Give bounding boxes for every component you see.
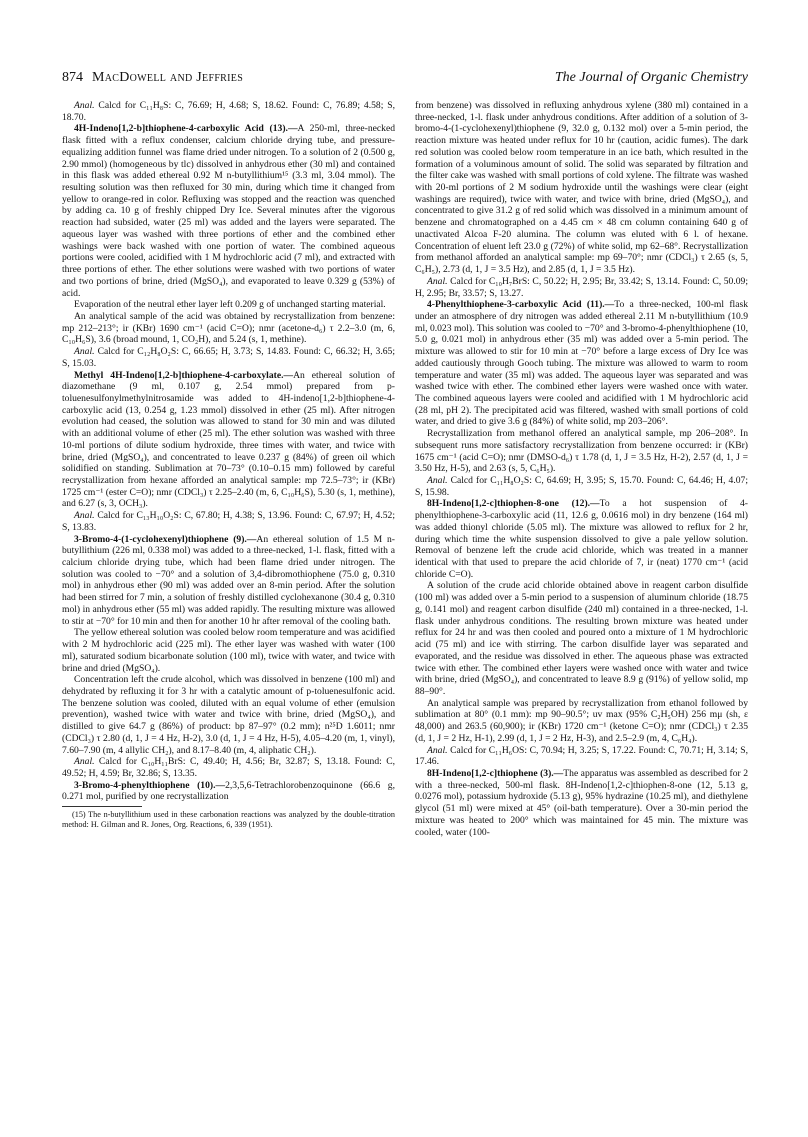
- paragraph-text: Concentration left the crude alcohol, which was dissolved in benzene (100 ml) and dehydrated by refluxing it for 3 hr with a catalytic amount of p-toluenesulfonic acid. The benzene solution was cooled, diluted with an equal volume of ether (emulsion prevention), washed twice with water and twice with brine, dried (MgSO₄), and distilled to give 64.7 g (86%) of product: bp 87–97° (0.2 mm); n²⁵D 1.6011; nmr (CDCl₃) τ 2.80 (d, 1, J = 4 Hz, H-2), 3.0 (d, 1, J = 4 Hz, H-5), 4.05–4.20 (m, 1, vinyl), 7.60–7.90 (m, 4 allylic CH₂), and 8.17–8.40 (m, 4, aliphatic CH₂).: [62, 674, 395, 756]
- paragraph: [415, 745, 748, 768]
- paragraph-text: Evaporation of the neutral ether layer left 0.209 g of unchanged starting material.: [74, 299, 386, 311]
- section-heading: 3-Bromo-4-(1-cyclohexenyl)thiophene (9).—: [74, 533, 257, 545]
- paragraph-text: The apparatus was assembled as described for 2 with a three-necked, 500-ml flask. 8H-Indeno[1,2-c]thiophen-8-one (12, 5.13 g, 0.0276 mol), potassium hydroxide (5.13 g), 95% hydrazine (10.25 ml), and diethylene glycol (51 ml) were mixed at 45° (oil-bath temperature). Over a 30-min period the mixture was heated to 200° which was maintained for 45 min. The mixture was cooled, water (100-: [415, 767, 748, 838]
- section-heading: 4-Phenylthiophene-3-carboxylic Acid (11).—: [427, 299, 615, 311]
- paragraph-text: Calcd for C₁₁H₆OS: C, 70.94; H, 3.25; S, 17.22. Found: C, 70.71; H, 3.14; S, 17.46.: [415, 744, 748, 768]
- section-heading: 3-Bromo-4-phenylthiophene (10).—: [74, 779, 226, 791]
- paragraph: [415, 580, 748, 697]
- paragraph-text: Recrystallization from methanol offered an analytical sample, mp 206–208°. In subsequent runs more satisfactory recrystallization from benzene occurred: ir (KBr) 1675 cm⁻¹ (acid C=O); nmr (DMSO-d₆) τ 1.78 (d, 1, J = 3.5 Hz, H-2), 2.57 (d, 1, J = 3.50 Hz, H-5), and 2.63 (s, 5, C₆H₅).: [415, 428, 748, 475]
- paragraph-text: from benzene) was dissolved in refluxing anhydrous xylene (380 ml) contained in a three-necked, 1-l. flask under anhydrous conditions. After addition of a solution of 3-bromo-4-(1-cyclohexenyl)thiophene (9, 32.0 g, 0.132 mol) over a 5-min period, the reaction mixture was heated under reflux for 10 hr (caution, acidic fumes). The dark red solution was cooled below room temperature in an ice bath, which resulted in the formation of a voluminous amount of solid. The solid was separated by filtration and the filter cake was washed with small portions of cold xylene. The filtrate was washed with 20-ml portions of 2 M sodium hydroxide until the washings were clear (eight washings are required), twice with water, and twice with brine, dried (MgSO₄), and concentrated to give 31.2 g of red solid which was dissolved in a minimum amount of benzene and chromatographed on a 4.45 cm × 48 cm column containing 640 g of unactivated Alcoa F-20 alumina. The column was eluted with 6 l. of hexane. Concentration of eluent left 23.0 g (72%) of white solid, mp 62–68°. Recrystallization from methanol afforded an analytical sample: mp 69–70°; nmr (CDCl₃) τ 2.65 (s, 5, C₆H₅), 2.73 (d, 1, J = 3.5 Hz), and 2.85 (d, 1, J = 3.5 Hz).: [415, 100, 748, 276]
- paragraph: [415, 428, 748, 475]
- paragraph-text: An analytical sample of the acid was obtained by recrystallization from benzene: mp 212–213°; ir (KBr) 1690 cm⁻¹ (acid C=O); nmr (acetone-d₆) τ 2.2–3.0 (m, 6, C₁₀H₆S), 3.6 (broad mound, 1, CO₂H), and 5.24 (s, 1, methine).: [62, 310, 395, 346]
- section-heading: 8H-Indeno[1,2-c]thiophene (3).—: [427, 767, 564, 779]
- paragraph: [62, 534, 395, 628]
- paragraph: [62, 627, 395, 674]
- paragraph-text: Calcd for C₁₀H₁₁BrS: C, 49.40; H, 4.56; Br, 32.87; S, 13.18. Found: C, 49.52; H, 4.59; Br, 32.86; S, 13.35.: [62, 756, 395, 779]
- paragraph: [62, 346, 395, 369]
- paragraph-text: To a three-necked, 100-ml flask under an atmosphere of dry nitrogen was added ethereal 2.11 M n-butyllithium (10.9 ml, 0.023 mol). This solution was cooled to −70° and 3-bromo-4-phenylthiophene (10, 5.0 g, 0.021 mol) in anhydrous ether (35 ml) was added over a 5-min period. The mixture was allowed to stir for 10 min at −70° before a large excess of Dry Ice was added cautiously through Gooch tubing. The mixture was allowed to warm to room temperature and water (35 ml) was added. The aqueous layer was separated and was washed twice with ether. The combined ether layers were washed once with water. The combined aqueous layers were cooled and acidified with 1 M hydrochloric acid (28 ml, pH 2). The precipitated acid was filtered, washed with small portions of cold water, and dried to give 3.6 g (84%) of white solid, mp 203–206°.: [415, 299, 748, 428]
- running-authors: MacDowell and Jeffries: [92, 70, 244, 85]
- analysis-label: Anal.: [74, 510, 95, 522]
- paragraph-text: 2,3,5,6-Tetrachlorobenzoquinone (66.6 g, 0.271 mol, purified by one recrystallization: [62, 779, 395, 803]
- analysis-label: Anal.: [74, 346, 95, 358]
- journal-title: The Journal of Organic Chemistry: [554, 70, 748, 85]
- paragraph: [62, 299, 395, 311]
- right-column: [415, 100, 748, 1130]
- footnote-rule: [62, 806, 142, 807]
- analysis-label: Anal.: [74, 100, 95, 111]
- paragraph-text: Calcd for C₁₃H₁₀O₂S: C, 67.80; H, 4.38; S, 13.96. Found: C, 67.97; H, 4.52; S, 13.83.: [62, 510, 395, 533]
- paragraph: [62, 674, 395, 756]
- paragraph: [415, 498, 748, 580]
- paragraph: [62, 123, 395, 299]
- paragraph: [415, 100, 748, 276]
- footnote: (15) The n-butyllithium used in these carbonation reactions was analyzed by the double-titration method: H. Gilman and R. Jones, Org. Reactions, 6, 339 (1951).: [62, 810, 395, 830]
- page-header: [62, 70, 748, 90]
- paragraph: [415, 475, 748, 498]
- paragraph-text: An analytical sample was prepared by recrystallization from ethanol followed by sublimation at 80° (0.1 mm): mp 90–90.5°; uv max (95% C₂H₅OH) 256 mμ (sh, ε 48,000) and 263.5 (60,900); ir (KBr) 1720 cm⁻¹ (ketone C=O); nmr (CDCl₃) τ 2.35 (d, 1, J = 2 Hz, H-1), 2.99 (d, 1, J = 2 Hz, H-3), and 2.5–2.9 (m, 4, C₆H₄).: [415, 697, 748, 744]
- paragraph: [62, 100, 395, 123]
- paragraph-text: A solution of the crude acid chloride obtained above in reagent carbon disulfide (100 ml) was added over a 5-min period to a suspension of aluminum chloride (18.75 g, 0.141 mol) and reagent carbon disulfide (240 ml) contained in a three-necked, 1-l. flask under anhydrous conditions. The resulting brown mixture was heated under reflux for 24 hr and was then cooled and poured onto a mixture of 1 M hydrochloric acid (75 ml) and ice with stirring. The carbon disulfide layer was separated and evaporated, and the residue was dissolved in ether. The aqueous phase was extracted twice with ether. The combined ether layers were washed once with water and twice with brine, dried (MgSO₄), and concentrated to leave 8.9 g (91%) of yellow solid, mp 88–90°.: [415, 580, 748, 697]
- paragraph: [415, 698, 748, 745]
- paragraph-text: An ethereal solution of 1.5 M n-butyllithium (226 ml, 0.338 mol) was added to a three-necked, 1-l. flask, fitted with a calcium chloride drying tube, which had been flame dried under nitrogen. The solution was cooled to −70° and a solution of 3,4-dibromothiophene (75.0 g, 0.310 mol) in anhydrous ether (90 ml) was added over an 8-min period. After the solution had been stirred for 7 min, a solution of freshly distilled cyclohexanone (30.4 g, 0.310 mol) in anhydrous ether (55 ml) was added rapidly. The resulting mixture was allowed to stir at −70° for 10 min and then for another 10 hr after removal of the cooling bath.: [62, 533, 395, 627]
- paragraph: [415, 276, 748, 299]
- analysis-label: Anal.: [74, 756, 95, 768]
- paragraph-text: Calcd for C₁₁H₈S: C, 76.69; H, 4.68; S, 18.62. Found: C, 76.89; 4.58; S, 18.70.: [62, 100, 395, 123]
- paragraph-text: To a hot suspension of 4-phenylthiophene-3-carboxylic acid (11, 12.6 g, 0.0616 mol) in dry benzene (164 ml) was added thionyl chloride (5.05 ml). The mixture was allowed to reflux for 2 hr, during which time the white suspension dissolved to give a pale yellow solution. Removal of benzene left the crude acid chloride, which was treated in a manner identical with that used to prepare the acid chloride of 7, ir (neat) 1770 cm⁻¹ (acid chloride C=O).: [415, 498, 748, 580]
- paragraph: [415, 768, 748, 838]
- paragraph: [415, 299, 748, 428]
- analysis-label: Anal.: [427, 744, 448, 756]
- paragraph-text: Calcd for C₁₁H₈O₂S: C, 64.69; H, 3.95; S, 15.70. Found: C, 64.46; H, 4.07; S, 15.98.: [415, 475, 748, 498]
- paragraph: [62, 756, 395, 779]
- section-heading: 4H-Indeno[1,2-b]thiophene-4-carboxylic Acid (13).—: [74, 123, 298, 135]
- analysis-label: Anal.: [427, 475, 448, 486]
- paragraph-text: Calcd for C₁₀H₇BrS: C, 50.22; H, 2.95; Br, 33.42; S, 13.14. Found: C, 50.09; H, 2.95; Br, 33.57; S, 13.27.: [415, 275, 748, 299]
- analysis-label: Anal.: [427, 275, 448, 287]
- paragraph: [62, 780, 395, 803]
- section-heading: 8H-Indeno[1,2-c]thiophen-8-one (12).—: [427, 498, 600, 510]
- paragraph: [62, 311, 395, 346]
- paragraph: [62, 510, 395, 533]
- paragraph-text: The yellow ethereal solution was cooled below room temperature and was acidified with 2 M hydrochloric acid (225 ml). The ether layer was washed with water (100 ml), saturated sodium bicarbonate solution (100 ml), twice with water, and twice with brine and dried (MgSO₄).: [62, 627, 395, 674]
- left-column: [62, 100, 395, 1130]
- paragraph: [62, 370, 395, 511]
- paragraph-text: A 250-ml, three-necked flask fitted with a reflux condenser, calcium chloride drying tube, and pressure-equalizing addition funnel was flame dried under nitrogen. To a solution of 2 (0.500 g, 2.90 mmol) (homogeneous by tlc) dissolved in anhydrous ether (30 ml) and contained in this flask was added ethereal 0.92 M n-butyllithium¹⁵ (3.3 ml, 3.04 mmol). The resulting solution was then refluxed for 30 min, during which time it changed from yellow to orange-red in color. Refluxing was stopped and the reaction was quenched by adding ca. 10 g of freshly chipped Dry Ice. Several minutes after the vigorous reaction had subsided, water (25 ml) was added and the layers were separated. The aqueous layer was washed with three portions of ether and the combined ether washings were back washed with one portion of water. The combined aqueous portions were cooled, acidified with 1 M hydrochloric acid (7 ml), and extracted with three portions of ether. The ether solutions were washed with two portions of water and two portions of brine, dried (MgSO₄), and evaporated to leave 0.329 g (53%) of acid.: [62, 123, 395, 299]
- paragraph-text: Calcd for C₁₂H₈O₂S: C, 66.65; H, 3.73; S, 14.83. Found: C, 66.32; H, 3.65; S, 15.03.: [62, 346, 395, 369]
- page-number: 874: [62, 70, 83, 85]
- section-heading: Methyl 4H-Indeno[1,2-b]thiophene-4-carboxylate.—: [74, 369, 294, 381]
- paragraph-text: An ethereal solution of diazomethane (9 ml, 0.107 g, 2.54 mmol) prepared from p-toluenesulfonylmethylnitrosamide was added to 4H-indeno[1,2-b]thiophene-4-carboxylic acid (13, 0.254 g, 1.23 mmol) dissolved in ether (25 ml). After nitrogen evolution had ceased, the solution was allowed to stand for 30 min and was diluted with an additional volume of ether (25 ml). The ether solution was washed with three 10-ml portions of dilute sodium hydroxide, three times with water, and twice with brine, dried (MgSO₄), and concentrated to leave 0.237 g (84%) of green oil which solidified on standing. Sublimation at 70–73° (0.10–0.15 mm) followed by careful recrystallization from hexane afforded an analytical sample: mp 72.5–73°; ir (KBr) 1725 cm⁻¹ (ester C=O); nmr (CDCl₃) τ 2.25–2.40 (m, 6, C₁₀H₆S), 5.30 (s, 1, methine), and 6.27 (s, 3, OCH₃).: [62, 369, 395, 510]
